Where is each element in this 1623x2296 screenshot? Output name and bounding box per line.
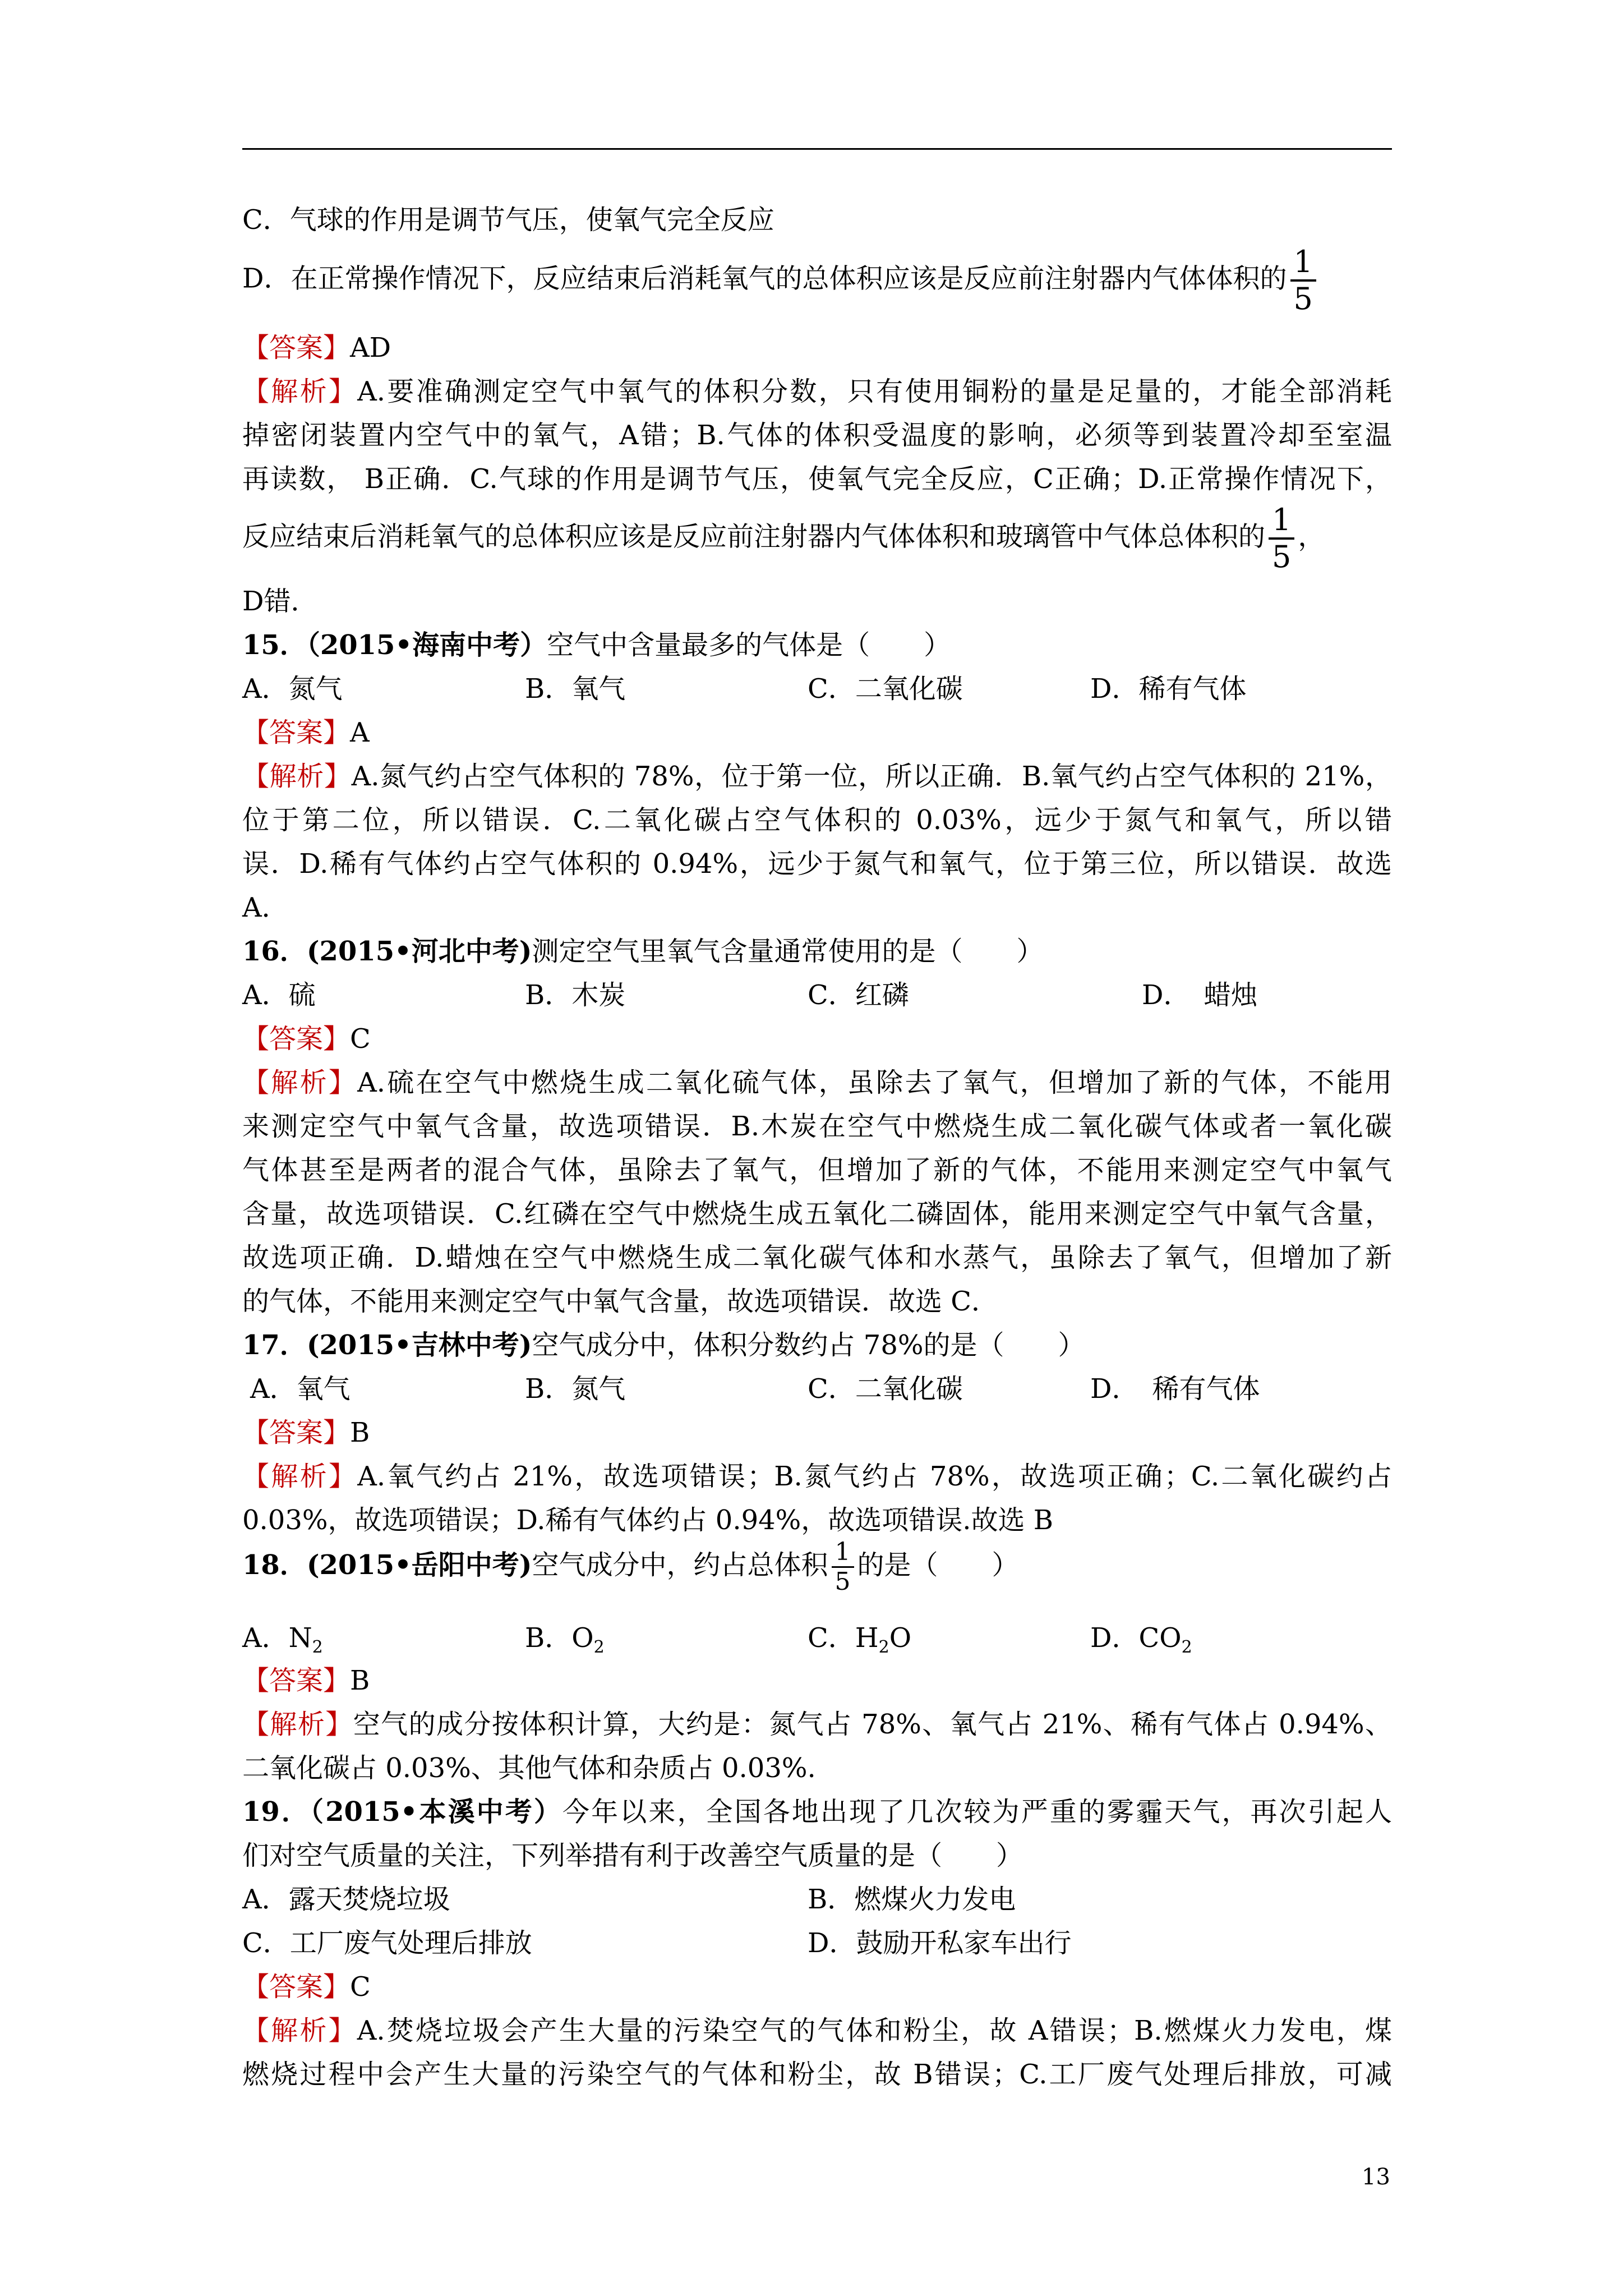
q14-option-d bbox=[242, 245, 1320, 316]
q15-option-b: B．氧气 bbox=[525, 673, 626, 705]
q15-option-c: C．二氧化碳 bbox=[808, 673, 963, 705]
q18-option-b: B．$O_2$ bbox=[525, 1622, 605, 1657]
q19-options-row-1 bbox=[242, 1883, 1392, 1916]
q18-fraction: $\frac{1}{5}$ bbox=[832, 1538, 854, 1596]
q15-option-a: A．氮气 bbox=[242, 673, 343, 705]
q18-options bbox=[242, 1621, 1392, 1655]
q17-stem: 17．(2015•吉林中考)空气成分中，体积分数约占 78%的是（ ） bbox=[242, 1329, 1085, 1361]
q14-analysis-line-5: D错． bbox=[242, 586, 318, 617]
q18-analysis-line-1: 【解析】空气的成分按体积计算，大约是：氮气占 78%、氧气占 21%、稀有气体占 0.94%、 bbox=[242, 1709, 1392, 1740]
q15-source: （2015•海南中考） bbox=[306, 629, 547, 661]
q17-option-a: A．氧气 bbox=[250, 1373, 351, 1405]
q16-analysis-line-4: 含量，故选项错误．C.红磷在空气中燃烧生成五氧化二磷固体，能用来测定空气中氧气含量， bbox=[242, 1198, 1392, 1230]
q16-analysis-line-3: 气体甚至是两者的混合气体，虽除去了氧气，但增加了新的气体，不能用来测定空气中氧气 bbox=[242, 1154, 1392, 1186]
q19-answer: 【答案】C bbox=[242, 1971, 371, 2003]
q17-option-b: B．氮气 bbox=[525, 1373, 626, 1405]
q19-option-b: B．燃煤火力发电 bbox=[808, 1884, 1016, 1915]
q17-analysis-line-2: 0.03%，故选项错误；D.稀有气体约占 0.94%，故选项错误.故选 B bbox=[242, 1504, 1054, 1536]
q16-option-a: A．硫 bbox=[242, 979, 316, 1011]
q18-option-d: D．$CO_2$ bbox=[1090, 1622, 1192, 1657]
q15-options bbox=[242, 672, 1392, 706]
header-rule bbox=[242, 148, 1392, 150]
q14-analysis-fraction: $\frac{1}{5}$ bbox=[1269, 503, 1294, 574]
q15-analysis-line-3: 误．D.稀有气体约占空气体积的 0.94%，远少于氮气和氧气，位于第三位，所以错误．故选 bbox=[242, 848, 1392, 880]
q18-answer: 【答案】B bbox=[242, 1665, 370, 1696]
q16-analysis-line-2: 来测定空气中氧气含量，故选项错误．B.木炭在空气中燃烧生成二氧化碳气体或者一氧化碳 bbox=[242, 1111, 1392, 1142]
q14-option-d-text: D．在正常操作情况下，反应结束后消耗氧气的总体积应该是反应前注射器内气体体积的 bbox=[242, 263, 1287, 295]
q16-options bbox=[242, 978, 1392, 1012]
q17-option-d: D． 稀有气体 bbox=[1090, 1373, 1260, 1405]
q15-answer: 【答案】A bbox=[242, 717, 370, 748]
analysis-tag: 【解析】 bbox=[242, 376, 358, 407]
q19-analysis-line-2: 燃烧过程中会产生大量的污染空气的气体和粉尘，故 B错误；C.工厂废气处理后排放，可减 bbox=[242, 2059, 1392, 2090]
q16-option-d: D． 蜡烛 bbox=[1142, 979, 1258, 1011]
q16-option-c: C．红磷 bbox=[808, 979, 909, 1011]
q15-analysis-line-2: 位于第二位，所以错误．C.二氧化碳占空气体积的 0.03%，远少于氮气和氧气，所以错 bbox=[242, 804, 1392, 836]
q14-fraction: $\frac{1}{5}$ bbox=[1290, 245, 1316, 316]
answer-tag: 【答案】 bbox=[242, 332, 351, 364]
answer-value: AD bbox=[350, 332, 391, 364]
q19-stem-line-2: 们对空气质量的关注，下列举措有利于改善空气质量的是（ ） bbox=[242, 1840, 1023, 1871]
q15-analysis-line-4: A． bbox=[242, 892, 289, 923]
q14-analysis-line-3: 再读数， B正确．C.气球的作用是调节气压，使氧气完全反应，C正确；D.正常操作情况下， bbox=[242, 463, 1392, 495]
page-number: 13 bbox=[1362, 2164, 1390, 2190]
q16-answer: 【答案】C bbox=[242, 1023, 371, 1055]
q17-answer: 【答案】B bbox=[242, 1417, 370, 1448]
q16-analysis-line-5: 故选项正确．D.蜡烛在空气中燃烧生成二氧化碳气体和水蒸气，虽除去了氧气，但增加了新 bbox=[242, 1242, 1392, 1273]
q16-analysis-line-1: 【解析】A.硫在空气中燃烧生成二氧化硫气体，虽除去了氧气，但增加了新的气体，不能用 bbox=[242, 1067, 1392, 1098]
q15-stem: 15．（2015•海南中考）空气中含量最多的气体是（ ） bbox=[242, 629, 951, 661]
q15-option-d: D．稀有气体 bbox=[1090, 673, 1247, 705]
q16-analysis-line-6: 的气体，不能用来测定空气中氧气含量，故选项错误．故选 C． bbox=[242, 1286, 998, 1317]
q19-option-c: C．工厂废气处理后排放 bbox=[242, 1927, 532, 1959]
q14-option-c: C．气球的作用是调节气压，使氧气完全反应 bbox=[242, 204, 774, 236]
q14-analysis-line-1: 【解析】A.要准确测定空气中氧气的体积分数，只有使用铜粉的量是足量的，才能全部消耗 bbox=[242, 376, 1392, 407]
q18-analysis-line-2: 二氧化碳占 0.03%、其他气体和杂质占 0.03%. bbox=[242, 1752, 816, 1784]
q17-option-c: C．二氧化碳 bbox=[808, 1373, 963, 1405]
q19-option-d: D．鼓励开私家车出行 bbox=[808, 1927, 1072, 1959]
q14-analysis-line-2: 掉密闭装置内空气中的氧气，A错；B.气体的体积受温度的影响，必须等到装置冷却至室温 bbox=[242, 420, 1392, 451]
q19-analysis-line-1: 【解析】A.焚烧垃圾会产生大量的污染空气的气体和粉尘，故 A错误；B.燃煤火力发电，煤 bbox=[242, 2015, 1392, 2046]
q14-analysis-line-4: 反应结束后消耗氧气的总体积应该是反应前注射器内气体体积和玻璃管中气体总体积的 $\frac{1}{5}$ ， bbox=[242, 502, 1325, 574]
q18-option-c: C．$H_2O$ bbox=[808, 1622, 912, 1657]
q16-option-b: B．木炭 bbox=[525, 979, 626, 1011]
q17-options bbox=[242, 1372, 1392, 1406]
q19-options-row-2 bbox=[242, 1926, 1392, 1960]
q19-stem-line-1: 19．（2015•本溪中考）今年以来，全国各地出现了几次较为严重的雾霾天气，再次引起人 bbox=[242, 1796, 1392, 1828]
q18-stem: 18．(2015•岳阳中考)空气成分中，约占总体积 $\frac{1}{5}$ 的是（ ） bbox=[242, 1538, 1019, 1596]
q18-option-a: A．$N_2$ bbox=[242, 1622, 323, 1657]
q16-stem: 16．(2015•河北中考)测定空气里氧气含量通常使用的是（ ） bbox=[242, 936, 1044, 967]
q17-analysis-line-1: 【解析】A.氧气约占 21%，故选项错误；B.氮气约占 78%，故选项正确；C.二氧化碳约占 bbox=[242, 1461, 1392, 1492]
q14-answer bbox=[242, 331, 391, 365]
q15-analysis-line-1: 【解析】A.氮气约占空气体积的 78%，位于第一位，所以正确．B.氧气约占空气体积的 21%， bbox=[242, 761, 1392, 792]
q19-option-a: A．露天焚烧垃圾 bbox=[242, 1884, 450, 1915]
